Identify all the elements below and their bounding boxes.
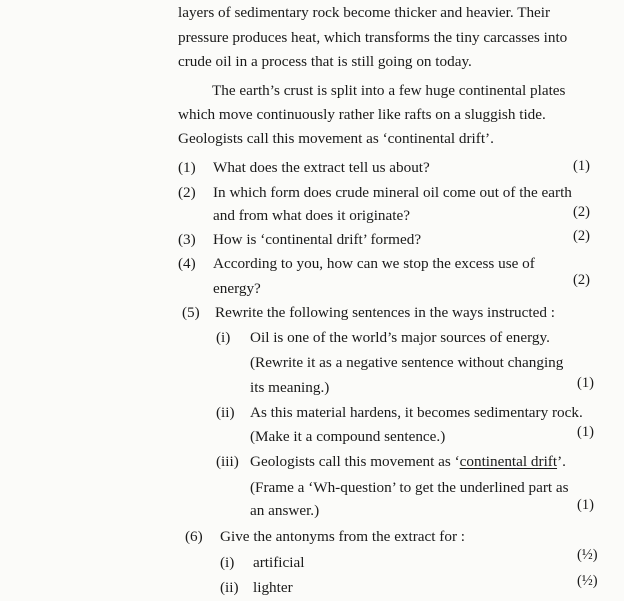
subquestion-marks: (½): [577, 547, 598, 563]
subquestion-text: artificial: [253, 554, 305, 571]
question-number: (1): [178, 159, 196, 176]
subquestion-text: lighter: [253, 579, 293, 596]
passage-line: layers of sedimentary rock become thicker and heavier. Their: [178, 4, 551, 21]
question-marks: (2): [573, 228, 590, 244]
question-number: (4): [178, 255, 196, 272]
question-number: (2): [178, 184, 196, 201]
subquestion-text-pre: Geologists call this movement as ‘: [250, 453, 460, 470]
question-text: How is ‘continental drift’ formed?: [213, 231, 422, 248]
question-number: (3): [178, 231, 196, 248]
question-marks: (2): [573, 272, 590, 288]
subquestion-number: (i): [216, 329, 231, 346]
subquestion-marks: (½): [577, 573, 598, 589]
passage-line: The earth’s crust is split into a few huge continental plates: [212, 82, 566, 99]
passage-line: pressure produces heat, which transforms the tiny carcasses into: [178, 29, 568, 46]
question-text: According to you, how can we stop the excess use of: [213, 255, 535, 272]
subquestion-text-post: ’.: [557, 453, 566, 470]
subquestion-number: (iii): [216, 453, 239, 470]
subquestion-text: (Rewrite it as a negative sentence without changing: [250, 354, 564, 371]
question-number: (6): [185, 528, 203, 545]
question-text: Rewrite the following sentences in the ways instructed :: [215, 304, 555, 321]
subquestion-text: (Make it a compound sentence.): [250, 428, 446, 445]
question-text: What does the extract tell us about?: [213, 159, 430, 176]
passage-line: crude oil in a process that is still going on today.: [178, 53, 472, 70]
question-marks: (1): [573, 158, 590, 174]
passage-line: which move continuously rather like rafts on a sluggish tide.: [178, 106, 546, 123]
question-text: In which form does crude mineral oil come out of the earth: [213, 184, 572, 201]
subquestion-number: (i): [220, 554, 235, 571]
subquestion-number: (ii): [216, 404, 235, 421]
subquestion-marks: (1): [577, 497, 594, 513]
subquestion-text: [250, 454, 566, 469]
question-marks: (2): [573, 204, 590, 220]
subquestion-text: an answer.): [250, 502, 320, 519]
subquestion-text: its meaning.): [250, 379, 330, 396]
underlined-phrase: continental drift: [459, 453, 558, 470]
passage-line: Geologists call this movement as ‘continental drift’.: [178, 130, 494, 147]
question-text: Give the antonyms from the extract for :: [220, 528, 466, 545]
question-text: and from what does it originate?: [213, 207, 410, 224]
subquestion-marks: (1): [577, 424, 594, 440]
subquestion-number: (ii): [220, 579, 239, 596]
question-text: energy?: [213, 280, 261, 297]
subquestion-marks: (1): [577, 375, 594, 391]
subquestion-text: As this material hardens, it becomes sedimentary rock.: [250, 404, 583, 421]
question-number: (5): [182, 304, 200, 321]
subquestion-text: (Frame a ‘Wh-question’ to get the underlined part as: [250, 479, 569, 496]
subquestion-text: Oil is one of the world’s major sources of energy.: [250, 329, 550, 346]
